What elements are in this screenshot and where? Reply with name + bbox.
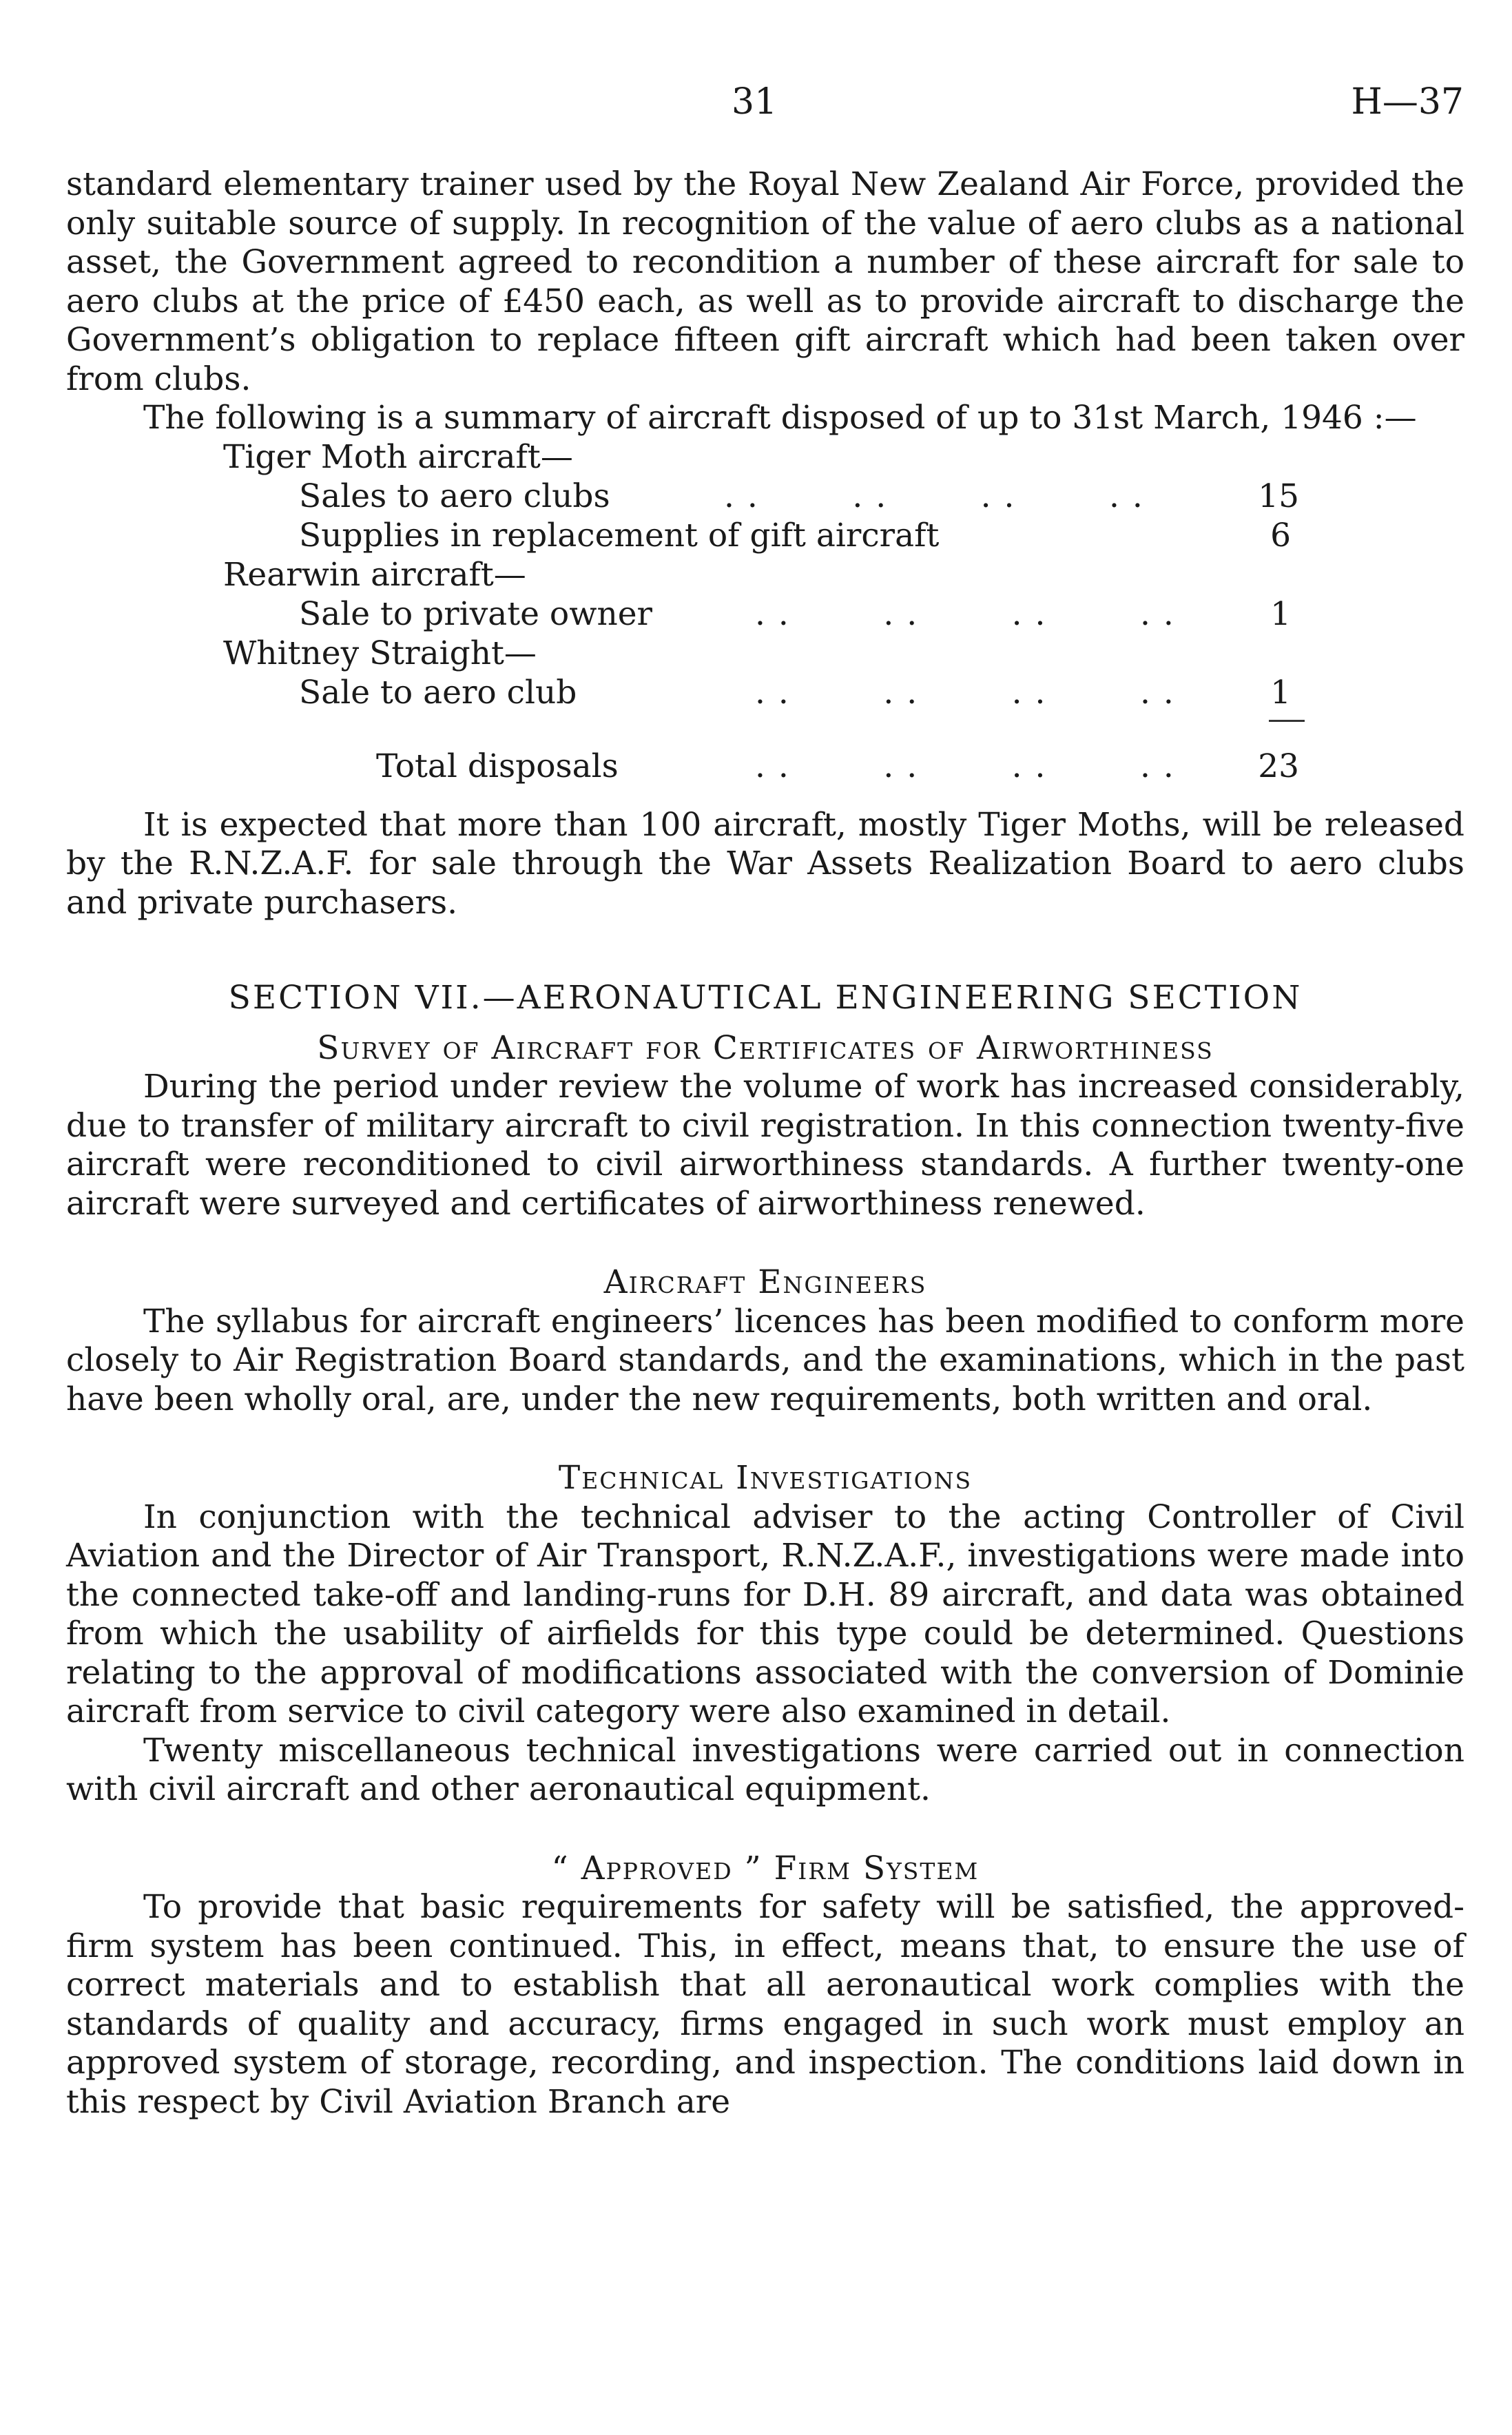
subsection-heading: Aircraft Engineers xyxy=(603,1263,927,1301)
total-rule xyxy=(66,713,1464,728)
subsection-heading: “ Approved ” Firm System xyxy=(551,1849,980,1887)
subsection-paragraph: During the period under review the volume of work has increased considerably, due to transfer of military aircraft to civil registration. In this connection twenty-five aircraft were reconditioned to civil airworthiness standards. A further twenty-one aircraft were surveyed and certificates of airworthiness renewed. xyxy=(66,1068,1464,1223)
subsection-heading: Survey of Aircraft for Certificates of Airworthiness xyxy=(317,1028,1214,1067)
subsection-paragraph: The syllabus for aircraft engineers’ licences has been modified to conform more closely to Air Registration Board standards, and the examinations, which in the past have been wholly oral, are, under the new requirements, both written and oral. xyxy=(66,1302,1464,1418)
subsection-paragraph: Twenty miscellaneous technical investigations were carried out in connection with civil aircraft and other aeronautical equipment. xyxy=(66,1731,1464,1808)
summary-value: 15 xyxy=(1258,477,1299,515)
disposal-summary xyxy=(66,438,1464,787)
intro-paragraph: standard elementary trainer used by the Royal New Zealand Air Force, provided the only suitable source of supply. In recognition of the value of aero clubs as a national asset, the Government agreed to recondition a number of these aircraft for sale to aero clubs at the price of £450 each, as well as to provide aircraft to discharge the Government’s obligation to replace fifteen gift aircraft which had been taken over from clubs. xyxy=(66,165,1464,398)
summary-intro: The following is a summary of aircraft disposed of up to 31st March, 1946 :— xyxy=(143,399,1417,437)
leader-dots: . . . . . . . . xyxy=(755,747,1175,785)
document-reference: H—37 xyxy=(1351,81,1464,123)
summary-item: Sale to aero club . . . . . . . . 1 xyxy=(299,673,1291,712)
summary-item: Sales to aero clubs . . . . . . . . 15 xyxy=(299,477,1299,515)
summary-item: Supplies in replacement of gift aircraft 6 xyxy=(299,516,1291,555)
page-number: 31 xyxy=(732,81,778,123)
summary-group-heading: Tiger Moth aircraft— xyxy=(223,437,573,476)
subsection-heading: Technical Investigations xyxy=(558,1459,973,1497)
section-title: SECTION VII.—AERONAUTICAL ENGINEERING SECTION xyxy=(228,979,1303,1017)
leader-dots: . . . . . . . . xyxy=(755,673,1175,712)
subsection-paragraph: To provide that basic requirements for safety will be satisfied, the approved-firm system has been continued. This, in effect, means that, to ensure the use of correct materials and to establish that all aeronautical work complies with the standards of quality and accuracy, firms engaged in such work must employ an approved system of storage, recording, and inspection. The conditions laid down in this respect by Civil Aviation Branch are xyxy=(66,1888,1464,2121)
leader-dots: . . . . . . . . xyxy=(755,594,1175,633)
summary-group-heading: Rearwin aircraft— xyxy=(223,555,526,594)
summary-value: 1 xyxy=(1270,673,1291,712)
summary-item: Sale to private owner . . . . . . . . 1 xyxy=(299,594,1291,633)
subsection-paragraph: In conjunction with the technical adviser to the acting Controller of Civil Aviation and the Director of Air Transport, R.N.Z.A.F., investigations were made into the connected take-off and landing-runs for D.H. 89 aircraft, and data was obtained from which the usability of airfields for this type could be determined. Questions relating to the approval of modifications associated with the conversion of Dominie aircraft from service to civil category were also examined in detail. xyxy=(66,1498,1464,1730)
summary-total: Total disposals . . . . . . . . 23 xyxy=(376,747,1299,785)
release-paragraph: It is expected that more than 100 aircraft, mostly Tiger Moths, will be released by the R.N.Z.A.F. for sale through the War Assets Realization Board to aero clubs and private purchasers. xyxy=(66,805,1464,922)
summary-group-heading: Whitney Straight— xyxy=(223,634,537,672)
summary-total-value: 23 xyxy=(1258,747,1299,785)
leader-dots: . . . . . . . . xyxy=(724,477,1144,515)
page-content xyxy=(66,165,1464,2122)
summary-value: 1 xyxy=(1270,594,1291,633)
summary-value: 6 xyxy=(1270,516,1291,555)
